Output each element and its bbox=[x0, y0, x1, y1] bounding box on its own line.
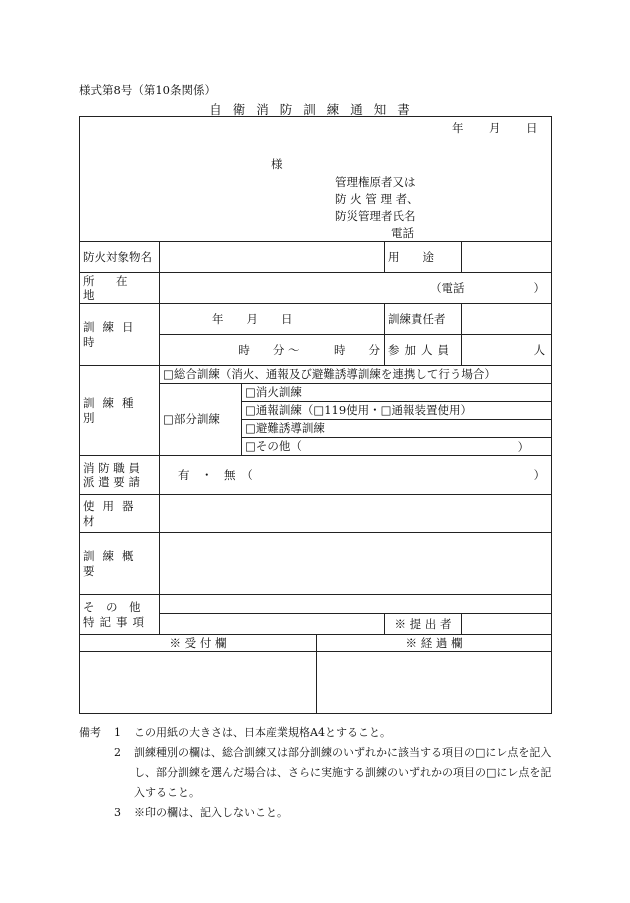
overview-label: 訓練概要 bbox=[80, 533, 160, 595]
applicant-line-3: 防災管理者氏名 bbox=[335, 209, 416, 223]
training-type-label: 訓練種別 bbox=[80, 366, 160, 456]
note-item-2 bbox=[79, 743, 559, 803]
other-notes-field[interactable] bbox=[160, 595, 552, 614]
fire-staff-label-line-1: 消 防 職 員 bbox=[83, 460, 140, 475]
participants-label: 参加人員 bbox=[385, 335, 462, 366]
progress-label: ※ 経 過 欄 bbox=[317, 635, 552, 652]
applicant-line-2: 防 火 管 理 者、 bbox=[335, 192, 419, 206]
note-item-3 bbox=[79, 803, 559, 823]
other-notes-label bbox=[80, 595, 160, 635]
other-notes-field-lower[interactable] bbox=[160, 614, 385, 635]
use-field[interactable] bbox=[462, 242, 552, 273]
notes-section bbox=[79, 723, 559, 823]
notification-form-table bbox=[79, 116, 552, 714]
note-text: この用紙の大きさは、日本産業規格A4とすること。 bbox=[134, 726, 391, 739]
extinguish-training-option[interactable]: □消火訓練 bbox=[242, 384, 552, 402]
target-name-field[interactable] bbox=[160, 242, 385, 273]
report-training-option[interactable]: □通報訓練（□119使用・□通報装置使用） bbox=[242, 402, 552, 420]
date-month: 月 bbox=[489, 121, 501, 135]
location-field[interactable] bbox=[160, 273, 552, 304]
participants-field[interactable] bbox=[462, 335, 552, 366]
overview-field[interactable] bbox=[160, 533, 552, 595]
fire-staff-label-line-2: 派 遣 要 請 bbox=[83, 475, 140, 489]
equipment-label: 使用器材 bbox=[80, 495, 160, 533]
fire-staff-label bbox=[80, 456, 160, 495]
note-number: 1 bbox=[114, 726, 121, 739]
use-label: 用 途 bbox=[385, 242, 462, 273]
location-phone: （電話 ） bbox=[430, 280, 546, 295]
other-training-close: ） bbox=[517, 440, 530, 454]
note-item-1 bbox=[79, 723, 559, 743]
other-notes-label-line-2: 特記事項 bbox=[83, 614, 149, 629]
fire-staff-close: ） bbox=[533, 468, 546, 482]
target-name-label: 防火対象物名 bbox=[80, 242, 160, 273]
note-number: 3 bbox=[114, 806, 121, 819]
header-block bbox=[80, 117, 552, 242]
progress-field[interactable] bbox=[317, 652, 552, 714]
submitter-field[interactable] bbox=[462, 614, 552, 635]
date-line: 年 月 日 bbox=[212, 311, 293, 326]
note-text: ※印の欄は、記入しないこと。 bbox=[134, 806, 288, 819]
other-notes-label-line-1: そ の 他 bbox=[83, 600, 141, 615]
note-text: 訓練種別の欄は、総合訓練又は部分訓練のいずれかに該当する項目の□にレ点を記入し、部分訓練を選んだ場合は、さらに実施する訓練のいずれかの項目の□にレ点を記入すること。 bbox=[134, 746, 552, 799]
participants-unit: 人 bbox=[533, 342, 546, 357]
other-training-option[interactable] bbox=[242, 438, 552, 456]
training-time-field[interactable] bbox=[160, 335, 385, 366]
evacuation-training-option[interactable]: □避難誘導訓練 bbox=[242, 420, 552, 438]
date-day: 日 bbox=[526, 121, 538, 135]
partial-training-option[interactable]: □部分訓練 bbox=[160, 384, 242, 456]
comprehensive-training-option[interactable]: □総合訓練（消火、通報及び避難誘導訓練を連携して行う場合） bbox=[160, 366, 552, 384]
other-training-label: □その他（ bbox=[245, 439, 302, 454]
phone-label: 電話 bbox=[391, 226, 414, 240]
responsible-field[interactable] bbox=[462, 304, 552, 335]
document-title: 自衛消防訓練通知書 bbox=[209, 102, 421, 117]
reception-field[interactable] bbox=[80, 652, 317, 714]
reception-label: ※ 受 付 欄 bbox=[80, 635, 317, 652]
form-number: 様式第8号（第10条関係） bbox=[79, 83, 216, 97]
time-line: 時 分 ～ 時 分 bbox=[238, 342, 380, 357]
date-year: 年 bbox=[452, 121, 464, 135]
fire-staff-field[interactable] bbox=[160, 456, 552, 495]
location-label: 所 在 地 bbox=[80, 273, 160, 304]
training-datetime-label: 訓練日時 bbox=[80, 304, 160, 366]
training-date-field[interactable] bbox=[160, 304, 385, 335]
equipment-field[interactable] bbox=[160, 495, 552, 533]
responsible-label: 訓練責任者 bbox=[385, 304, 462, 335]
submitter-label: ※ 提 出 者 bbox=[385, 614, 462, 635]
notes-key: 備考 bbox=[79, 726, 101, 739]
applicant-line-1: 管理権原者又は bbox=[335, 175, 416, 189]
addressee-suffix: 様 bbox=[271, 157, 283, 171]
fire-staff-value: 有 ・ 無 （ bbox=[178, 467, 253, 482]
note-number: 2 bbox=[114, 746, 121, 759]
